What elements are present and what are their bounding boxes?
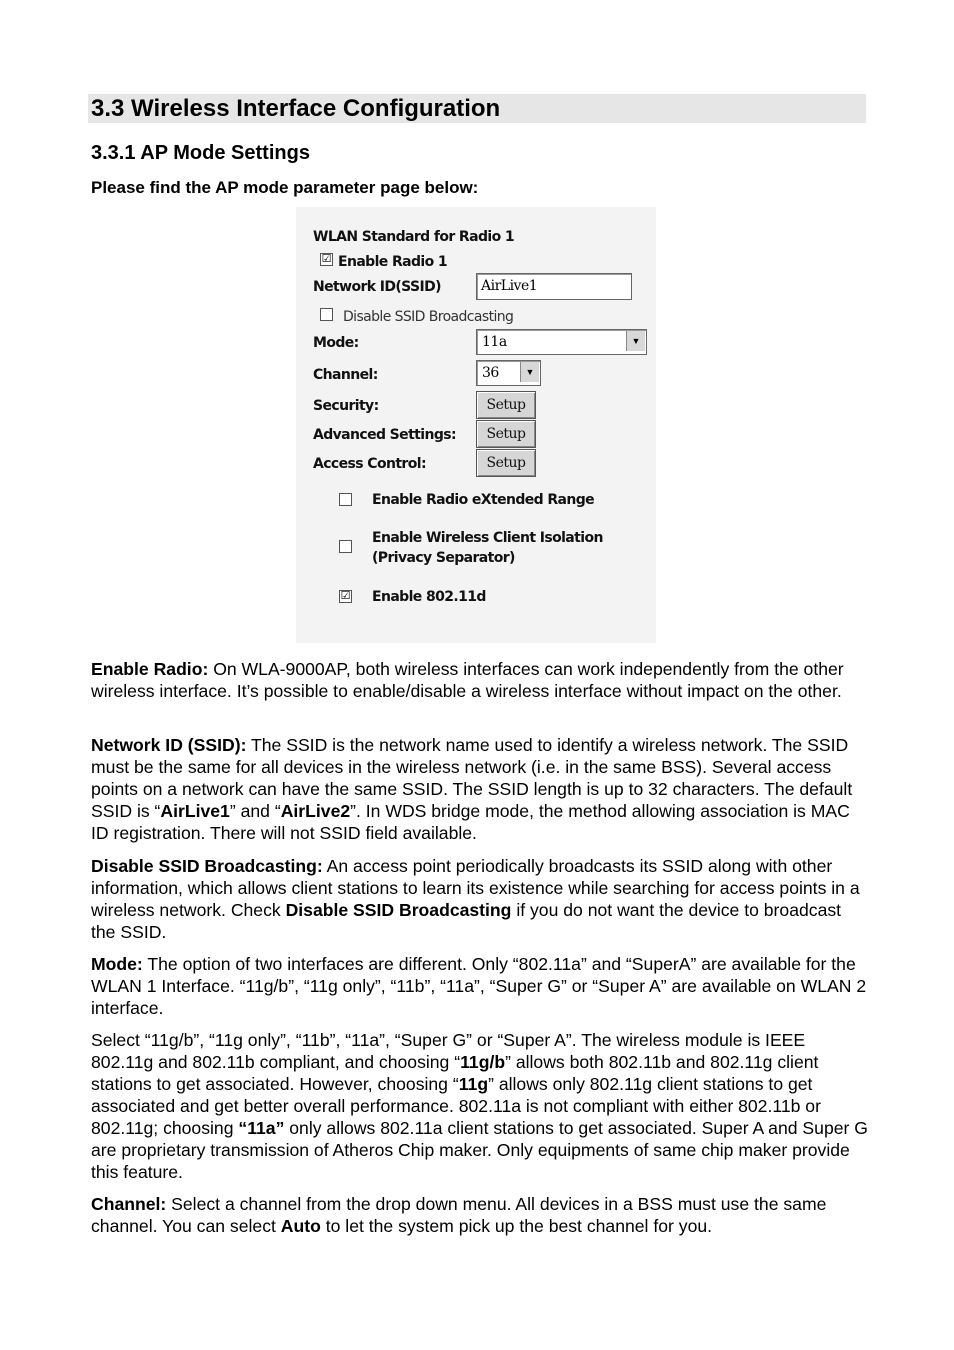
paragraph-enable-radio: Enable Radio: On WLA-9000AP, both wireless interfaces can work independently from the other wireless interface. It’s possible to enable/disable a wireless interface without impact on the other. xyxy=(91,659,844,701)
chevron-down-icon[interactable]: ▼ xyxy=(520,362,539,382)
channel-value: 36 xyxy=(482,365,499,381)
advanced-settings-label: Advanced Settings: xyxy=(313,427,456,443)
ssid-input[interactable]: AirLive1 xyxy=(476,273,632,300)
term-mode: Mode: xyxy=(91,954,143,974)
term-channel: Channel: xyxy=(91,1194,167,1214)
section-header-bar xyxy=(88,94,866,123)
security-label: Security: xyxy=(313,398,379,414)
mode-value: 11a xyxy=(482,334,507,350)
ssid-label: Network ID(SSID) xyxy=(313,279,441,295)
access-setup-button[interactable]: Setup xyxy=(476,449,536,477)
channel-select[interactable] xyxy=(476,360,541,386)
channel-label: Channel: xyxy=(313,367,378,383)
access-control-label: Access Control: xyxy=(313,456,426,472)
enable-radio-checkbox[interactable]: ☑ xyxy=(321,253,332,265)
extended-range-label: Enable Radio eXtended Range xyxy=(372,492,595,508)
paragraph-select-mode: Select “11g/b”, “11g only”, “11b”, “11a”, “Super G” or “Super A”. The wireless module is IEEE 802.11g and 802.11b compliant, and choosing “11g/b” allows both 802.11b and 802.11g client stations to get associated. However, choosing “11g” allows only 802.11g client stations to get associated and get better overall performance. 802.11a is not compliant with either 802.11b or 802.11g; choosing “11a” only allows 802.11a client stations to get associated. Super A and Super G are proprietary transmission of Atheros Chip maker. Only equipments of same chip maker provide this feature. xyxy=(91,1030,868,1182)
paragraph-channel: Channel: Select a channel from the drop down menu. All devices in a BSS must use the same channel. You can select Auto to let the system pick up the best channel for you. xyxy=(91,1194,827,1236)
enable-80211d-label: Enable 802.11d xyxy=(372,589,486,605)
subsection-title: 3.3.1 AP Mode Settings xyxy=(91,142,310,164)
client-isolation-sublabel: (Privacy Separator) xyxy=(372,550,515,566)
extended-range-checkbox[interactable] xyxy=(339,493,352,506)
term-network-id: Network ID (SSID): xyxy=(91,735,247,755)
client-isolation-checkbox[interactable] xyxy=(339,540,352,553)
chevron-down-icon[interactable]: ▼ xyxy=(626,331,645,351)
term-enable-radio: Enable Radio: xyxy=(91,659,209,679)
paragraph-mode: Mode: The option of two interfaces are different. Only “802.11a” and “SuperA” are available for the WLAN 1 Interface. “11g/b”, “11g only”, “11b”, “11a”, “Super G” or “Super A” are available on WLAN 2 interface. xyxy=(91,954,867,1018)
enable-80211d-checkbox[interactable]: ☑ xyxy=(340,590,351,602)
mode-label: Mode: xyxy=(313,335,359,351)
mode-select[interactable] xyxy=(476,329,647,355)
intro-text: Please find the AP mode parameter page below: xyxy=(91,178,479,197)
paragraph-network-id: Network ID (SSID): The SSID is the network name used to identify a wireless network. The SSID must be the same for all devices in the wireless network (i.e. in the same BSS). Several access points on a network can have the same SSID. The SSID length is up to 32 characters. The default SSID is “AirLive1” and “AirLive2”. In WDS bridge mode, the method allowing association is MAC ID registration. There will not SSID field available. xyxy=(91,735,853,843)
security-setup-button[interactable]: Setup xyxy=(476,391,536,419)
client-isolation-label: Enable Wireless Client Isolation xyxy=(372,530,603,546)
disable-ssid-label: Disable SSID Broadcasting xyxy=(343,309,514,325)
enable-radio-label: Enable Radio 1 xyxy=(338,254,448,270)
disable-ssid-checkbox[interactable] xyxy=(320,308,333,321)
paragraph-disable-ssid: Disable SSID Broadcasting: An access point periodically broadcasts its SSID along with other information, which allows client stations to learn its existence while searching for access points in a wireless network. Check Disable SSID Broadcasting if you do not want the device to broadcast the SSID. xyxy=(91,856,860,942)
term-disable-ssid: Disable SSID Broadcasting: xyxy=(91,856,323,876)
section-title: 3.3 Wireless Interface Configuration xyxy=(91,95,501,122)
ap-mode-settings-panel xyxy=(296,207,656,643)
advanced-setup-button[interactable]: Setup xyxy=(476,420,536,448)
panel-header: WLAN Standard for Radio 1 xyxy=(313,229,515,245)
